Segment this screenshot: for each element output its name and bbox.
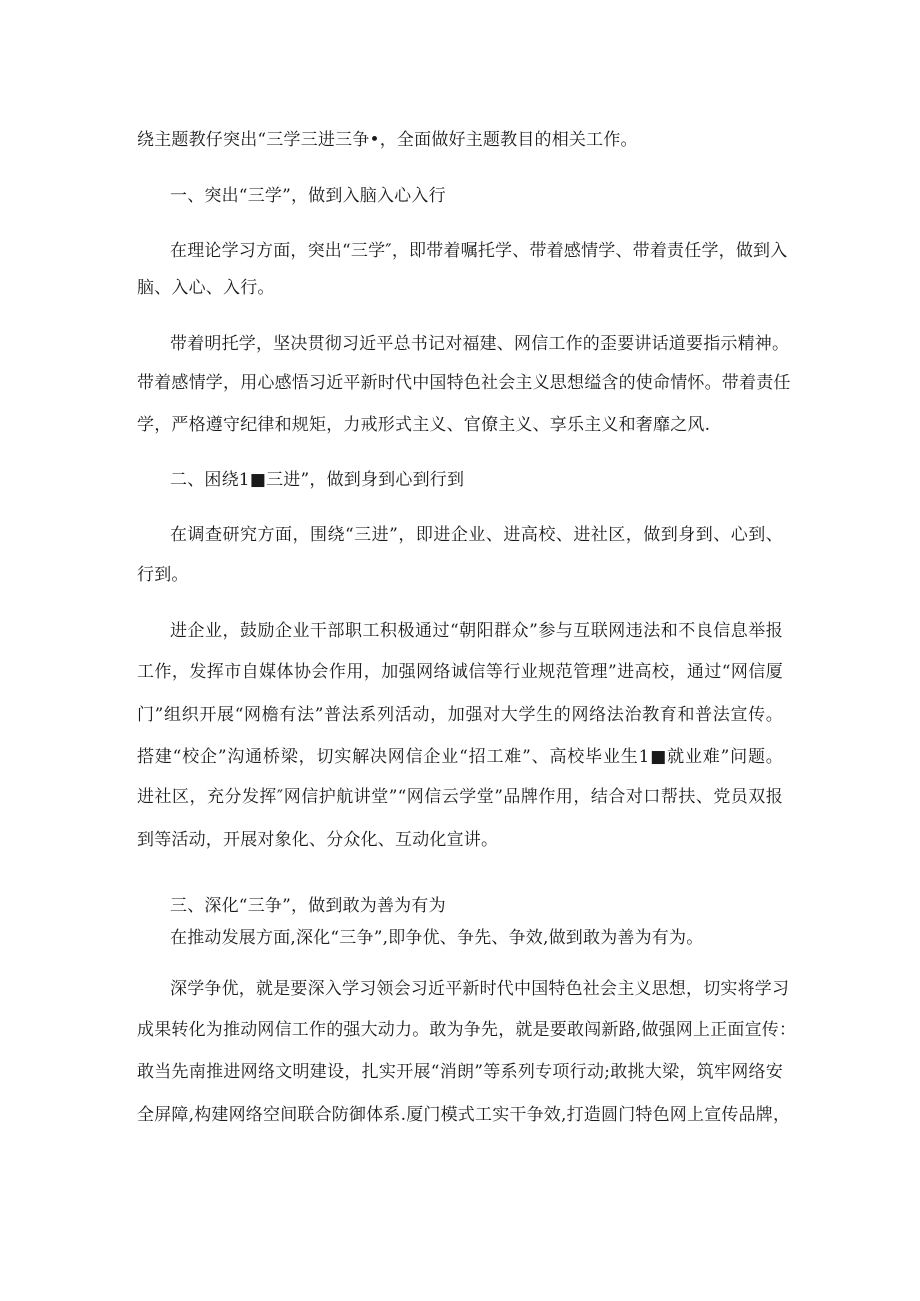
section-2-para-2-line-6: 到等活动，开展对象化、分众化、互动化宣讲。 xyxy=(137,830,499,850)
section-2-heading: 二、困绕1■三进”，做到身到心到行到 xyxy=(170,470,465,490)
section-1-para-2-line-2: 带着感情学，用心感悟习近平新时代中国特色社会主义思想缢含的使命情怀。带着责任 xyxy=(137,373,791,393)
section-2-para-2-line-4: 搭建“校企”沟通桥梁，切实解决网信企业“招工难”、高校毕业生1■就业难”问题。 xyxy=(137,747,783,767)
section-1-para-2-line-3: 学，严格遵守纪律和规矩，力戒形式主义、官僚主义、享乐主义和奢靡之风. xyxy=(137,415,711,435)
section-2-para-1-line-2: 行到。 xyxy=(137,565,189,585)
section-2-para-2-line-1: 进企业，鼓励企业干部职工积极通过“朝阳群众”参与互联网违法和不良信息举报 xyxy=(170,621,783,641)
section-3-para-2-line-2: 成果转化为推动网信工作的强大动力。敢为争先，就是要敢闯新路,做强网上正面宣传： xyxy=(137,1020,797,1040)
section-1-para-1-line-2: 脑、入心、入行。 xyxy=(137,278,275,298)
section-3-para-2-line-3: 敢当先南推进网络文明建设，扎实开展“消朗”等系列专项行动;敢挑大梁，筑牢网络安 xyxy=(137,1062,783,1082)
section-3-para-2-line-1: 深学争优，就是要深入学习领会习近平新时代中国特色社会主义思想，切实将学习 xyxy=(170,979,790,999)
section-1-para-2-line-1: 带着明托学，坚决贯彻习近平总书记对福建、网信工作的歪要讲话道要指示精神。 xyxy=(170,334,790,354)
section-3-para-1-line-1: 在推动发展方面,深化“三争”,即争优、争先、争效,做到敢为善为有为。 xyxy=(170,928,704,948)
section-2-para-1-line-1: 在调查研究方面，围绕“三进”，即进企业、进高校、进社区，做到身到、心到、 xyxy=(170,525,783,545)
section-2-para-2-line-2: 工作，发挥市自媒体协会作用，加强网络诚信等行业规范管理”进高校，通过“网信厦 xyxy=(137,662,783,682)
section-2-para-2-line-3: 门”组织开展“网檐有法”普法系列活动，加强对大学生的网络法治教育和普法宣传。 xyxy=(137,705,783,725)
section-1-heading: 一、突出“三学”，做到入脑入心入行 xyxy=(170,186,446,206)
section-1-para-1-line-1: 在理论学习方面，突出“三学″，即带着嘱托学、带着感情学、带着责任学，做到入 xyxy=(170,241,788,261)
section-3-para-2-line-4: 全屏障,构建网络空间联合防御体系.厦门模式工实干争效,打造圆门特色网上宣传品牌， xyxy=(137,1105,791,1125)
intro-line: 绕主题教仔突出“三学三进三争•，全面做好主题教目的相关工作。 xyxy=(137,130,638,150)
section-2-para-2-line-5: 进社区，充分发挥″网信护航讲堂”“网信云学堂”品牌作用，结合对口帮扶、党员双报 xyxy=(137,787,783,807)
section-3-heading: 三、深化“三争”，做到敢为善为有为 xyxy=(170,896,446,916)
